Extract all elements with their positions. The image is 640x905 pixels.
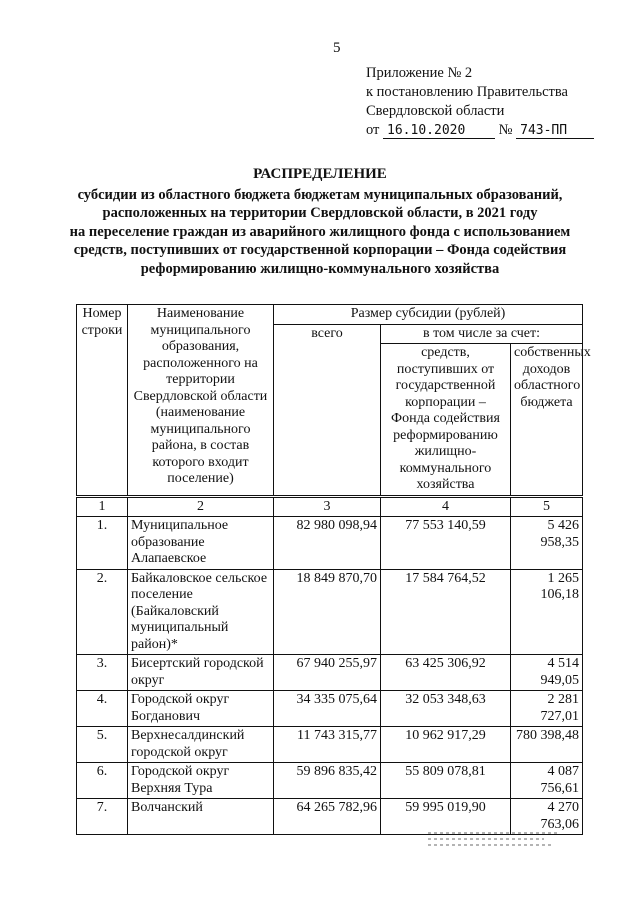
table-row xyxy=(77,799,583,835)
municipality-name: Волчанский xyxy=(128,799,274,835)
appendix-line-3: Свердловской области xyxy=(366,103,505,119)
resolution-date: 16.10.2020 xyxy=(383,123,495,139)
column-number: 5 xyxy=(511,496,583,517)
header-own-revenue: собственных доходов областного бюджета xyxy=(511,344,583,497)
appendix-line-1: Приложение № 2 xyxy=(366,65,473,81)
appendix-line-2: к постановлению Правительства xyxy=(366,84,568,100)
stamp-mark xyxy=(428,832,560,860)
header-subsidy-size: Размер субсидии (рублей) xyxy=(274,305,583,325)
subsidy-distribution-table xyxy=(76,304,591,835)
title-line-5: реформированию жилищно-коммунального хозяйства xyxy=(140,260,500,277)
appendix-block xyxy=(366,64,594,140)
table-row xyxy=(77,691,583,727)
subsidy-total: 11 743 315,77 xyxy=(274,727,381,763)
column-number-row xyxy=(77,496,583,517)
header-fund-sources: средств, поступивших от государственной корпорации – Фонда содействия реформированию жилищно-коммунального хозяйства xyxy=(381,344,511,497)
title-line-3: на переселение граждан из аварийного жилищного фонда с использованием xyxy=(69,223,571,240)
resolution-number: 743-ПП xyxy=(516,123,594,139)
title-line-2: расположенных на территории Свердловской области, в 2021 году xyxy=(102,205,538,221)
row-number: 4. xyxy=(77,691,128,727)
municipality-name: Верхнесалдинский городской округ xyxy=(128,727,274,763)
row-number: 1. xyxy=(77,517,128,570)
subsidy-own: 4 270 763,06 xyxy=(511,799,583,835)
municipality-name: Муниципальное образование Алапаевское xyxy=(128,517,274,570)
subsidy-own: 2 281 727,01 xyxy=(511,691,583,727)
subsidy-total: 82 980 098,94 xyxy=(274,517,381,570)
subsidy-total: 64 265 782,96 xyxy=(274,799,381,835)
subsidy-fund: 55 809 078,81 xyxy=(381,763,511,799)
row-number: 2. xyxy=(77,569,128,655)
title-line-1: субсидии из областного бюджета бюджетам муниципальных образований, xyxy=(77,186,563,203)
subsidy-total: 34 335 075,64 xyxy=(274,691,381,727)
number-label: № xyxy=(498,122,513,138)
header-including: в том числе за счет: xyxy=(381,324,583,344)
column-number: 2 xyxy=(128,496,274,517)
row-number: 6. xyxy=(77,763,128,799)
document-title xyxy=(60,165,580,278)
municipality-name: Городской округ Богданович xyxy=(128,691,274,727)
column-number: 3 xyxy=(274,496,381,517)
title-heading: РАСПРЕДЕЛЕНИЕ xyxy=(253,166,387,182)
table-row xyxy=(77,727,583,763)
row-number: 7. xyxy=(77,799,128,835)
table-row xyxy=(77,655,583,691)
subsidy-own: 4 514 949,05 xyxy=(511,655,583,691)
row-number: 5. xyxy=(77,727,128,763)
column-number: 1 xyxy=(77,496,128,517)
subsidy-own: 4 087 756,61 xyxy=(511,763,583,799)
municipality-name: Бисертский городской округ xyxy=(128,655,274,691)
subsidy-total: 59 896 835,42 xyxy=(274,763,381,799)
subsidy-fund: 32 053 348,63 xyxy=(381,691,511,727)
table-row xyxy=(77,763,583,799)
page-number: 5 xyxy=(333,40,341,56)
municipality-name: Городской округ Верхняя Тура xyxy=(128,763,274,799)
municipality-name: Байкаловское сельское поселение (Байкаловский муниципальный район)* xyxy=(128,569,274,655)
from-label: от xyxy=(366,122,380,138)
subsidy-fund: 17 584 764,52 xyxy=(381,569,511,655)
subsidy-fund: 10 962 917,29 xyxy=(381,727,511,763)
subsidy-own: 780 398,48 xyxy=(511,727,583,763)
appendix-date-line xyxy=(366,121,594,140)
table-row xyxy=(77,569,583,655)
subsidy-own: 1 265 106,18 xyxy=(511,569,583,655)
header-row-number: Номер строки xyxy=(77,305,128,497)
subsidy-total: 18 849 870,70 xyxy=(274,569,381,655)
header-municipality-name: Наименование муниципального образования, расположенного на территории Свердловской области (наименование муниципального района, в состав которого входит поселение) xyxy=(128,305,274,497)
subsidy-total: 67 940 255,97 xyxy=(274,655,381,691)
subsidy-fund: 63 425 306,92 xyxy=(381,655,511,691)
subsidy-fund: 77 553 140,59 xyxy=(381,517,511,570)
subsidy-fund: 59 995 019,90 xyxy=(381,799,511,835)
subsidy-own: 5 426 958,35 xyxy=(511,517,583,570)
header-total: всего xyxy=(274,324,381,496)
table-row xyxy=(77,517,583,570)
column-number: 4 xyxy=(381,496,511,517)
row-number: 3. xyxy=(77,655,128,691)
title-line-4: средств, поступивших от государственной корпорации – Фонда содействия xyxy=(73,242,567,258)
